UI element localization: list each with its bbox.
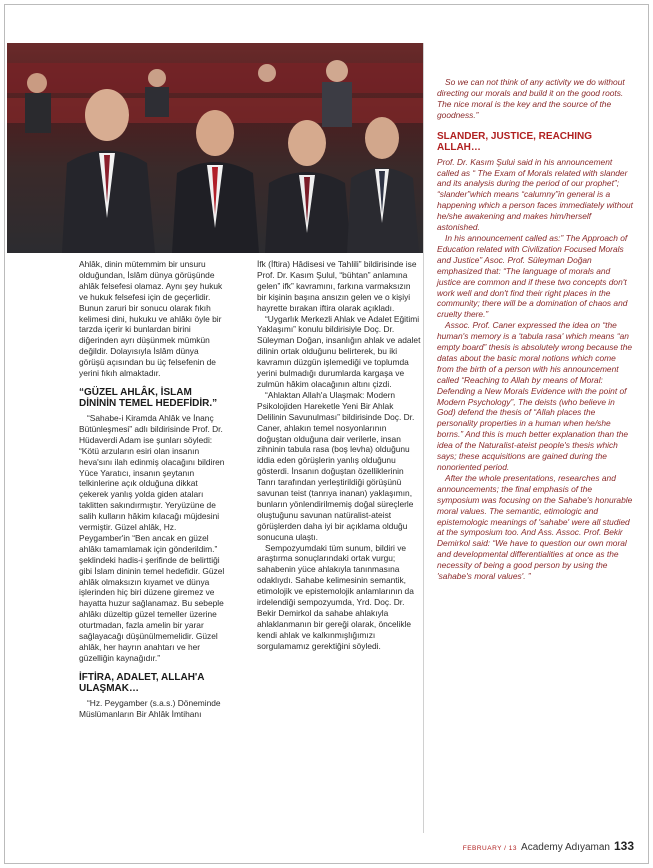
paragraph: After the whole presentations, researches and announcements; the final emphasis of the symposium was focusing on the Sahabe's honurable moral values. The semantic, etimologic and epistemologic meanings of 'sahabe' were all studied at the symposium too. And Ass. Assoc. Prof. Bekir Demirkol said: “We have to question our own moral and developmental differentialities at once as the necessity of being a good person by using the 'sahabe's moral values'. ” <box>437 472 633 582</box>
paragraph: “Uygarlık Merkezli Ahlak ve Adalet Eğitimi Yaklaşımı” konulu bildirisiyle Doç. Dr. Süleyman Doğan, insanlığın ahlak ve adalet dilinin ortak olduğunu belirterek, bu iki kavramın düzgün işlemediği ve toplumda yerini bulmadığı durumlarda kargaşa ve zulmün hâkim olacağının altını çizdi. <box>257 313 421 389</box>
section-heading: “GÜZEL AHLÂK, İSLAM DİNİNİN TEMEL HEDEFİDİR.” <box>79 386 218 410</box>
section-heading: İFTİRA, ADALET, ALLAH'A ULAŞMAK… <box>79 671 205 695</box>
section-heading: SLANDER, JUSTICE, REACHING ALLAH… <box>437 130 593 154</box>
paragraph: Sempozyumdaki tüm sunum, bildiri ve araştırma sonuçlarındaki ortak vurgu; sahabenin yüce ahlakıyla tanınmasına odaklıydı. Sahabe kelimesinin semantik, etimolojik ve epistemolojik anlamlarının da irdelendiği sempozyumda, Yrd. Doç. Dr. Bekir Demirkol da sahabe ahlakıyla ahlaklanmanın bir gereği olarak, öncelikle kendi ahlak ve kalkınmışlığımızı sorgulamamız gerektiğini söyledi. <box>257 542 414 651</box>
turkish-column-right <box>257 259 421 652</box>
speaker-4 <box>347 117 419 253</box>
paragraph: In his announcement called as:” The Approach of Education related with Civilization Focused Morals and Justice” Asoc. Prof. Süleyman Doğan emphasized that: “The language of morals and justice are common and if these two concepts don't work well and don't find their right places in the community; there will be a domination of chaos and cruelty there.” <box>437 232 628 320</box>
page-number: 133 <box>613 839 634 853</box>
paragraph: “Ahlaktan Allah'a Ulaşmak: Modern Psikolojiden Hareketle Yeni Bir Ahlak Delilinin Savunulması” bildirisinde Doç. Dr. Caner, ahlakın temel nosyonlarının doğuştan olduğuna dair verilerle, insan zihninin tabula rasa (boş levha) olduğunu iddia eden görüşlerin yanlış olduğunu gösterdi. İnsanın doğuştan özelliklerinin Tanrı tarafından yerleştirildiği görüşünü savunan teist (tanrıya inanan) yaklaşımın, bunların yönlendirilmemiş doğal süreçlerle oluştuğunu savunan natüralist-ateist görüşlerden daha iyi bir açıklama olduğu sonucuna ulaştı. <box>257 389 415 542</box>
page-footer <box>463 839 634 853</box>
english-column <box>437 77 633 582</box>
issue-date: FEBRUARY / 13 <box>462 845 518 852</box>
paragraph: So we can not think of any activity we do without directing our morals and build it on the good roots. The nice moral is the key and the source of the goodness.” <box>437 77 625 120</box>
publication-name: Academy Adıyaman <box>521 842 610 853</box>
speaker-3 <box>265 120 351 253</box>
conference-photo <box>7 43 423 253</box>
paragraph: “Hz. Peygamber (s.a.s.) Döneminde Müslümanların Bir Ahlâk İmtihanı <box>79 697 221 719</box>
paragraph: Ahlâk, dinin mütemmim bir unsuru olduğundan, İslâm dünya görüşünde ahlâk felsefesi olamaz. Aynı şey hukuk ve hukuk felsefesi için de geçerlidir. Bunun zaruri bir sonucu olarak fıkıh kelimesi dini, hukuku ve ahlâkı öyle bir tarzda içerir ki bunlardan birini diğerinden ayrı düşünmek mümkün değildir. Dolayısıyla İslâm dünya görüşü açısından bu üç felsefenin de yerini fıkıh almaktadır. <box>79 259 223 379</box>
paragraph: İfk (İftira) Hâdisesi ve Tahlili” bildirisinde ise Prof. Dr. Kasım Şulul, “bühtan” anlamına gelen” ifk” kavramını, farkına varmaksızın bir kişinin başına ansızın gelen ve o kişiyi hayrette bırakan iftira olarak açıkladı. <box>257 259 417 313</box>
paragraph: “Sahabe-i Kiramda Ahlâk ve İnanç Bütünleşmesi” adlı bildirisinde Prof. Dr. Hüdaverdi Adam ise şunları söyledi: “Kötü arzuların esiri olan insanın heva'sını ilah edinmiş olacağını bildiren Yüce Yaratıcı, insanın şeytanın telkinlerine açık olduğuna dikkat çekerek yanlış yolda giden ataları taklitten sakındırmıştır. Yeryüzüne de salih kulların hâkim kılacağı müjdesini vermiştir. Güzel ahlâk, Hz. Peygamber'in “Ben ancak en güzel ahlâkı tamamlamak için gönderildim.” şeklindeki hadis-i şerifinde de belirttiği gibi İslam dininin temel hedefidir. Güzel ahlâk olmaksızın kıyamet ve dünya işlerinden hiç biri düzene giremez ve hayatta huzur sağlanamaz. Bu sebeple ahlâkı düzeltip güzel temeller üzerine oturtmadan, fazla amelin bir yarar sağlayacağı düşünülmemelidir. Güzel ahlâk, her hayrın anahtarı ve her güzelliğin kaynağıdır.” <box>79 412 225 663</box>
column-divider <box>423 43 424 833</box>
speaker-2 <box>172 110 259 253</box>
audience-illustration <box>7 43 423 253</box>
paragraph: Prof. Dr. Kasım Şului said in his announcement called as “ The Exam of Morals related with slander and its analysis during the period of our prophet”; “slander”which means “calumny”in general is a happening which a person faces immediately without he/she awakening and makes him/herself astonished. <box>437 156 633 233</box>
turkish-column-left <box>79 259 225 720</box>
paragraph: Assoc. Prof. Caner expressed the idea on “the human's memory is a 'tabula rasa' which means “an empty board” thesis is absolutely wrong because the datas about the basic moral notions which come from the birth of a person with his announcement called “Reaching to Allah by means of Moral: Defending a New Morals Evidence with the point of Modern Psychology”, The deists (who believe in God) defend the thesis of “Allah places the personality properties in a human when he/she borns.” And this is much better explanation than the idea of the Naturalist-ateist people's thesis which says; these acquisitions are gained during the nonoriented period. <box>437 320 633 472</box>
magazine-page <box>4 4 649 864</box>
